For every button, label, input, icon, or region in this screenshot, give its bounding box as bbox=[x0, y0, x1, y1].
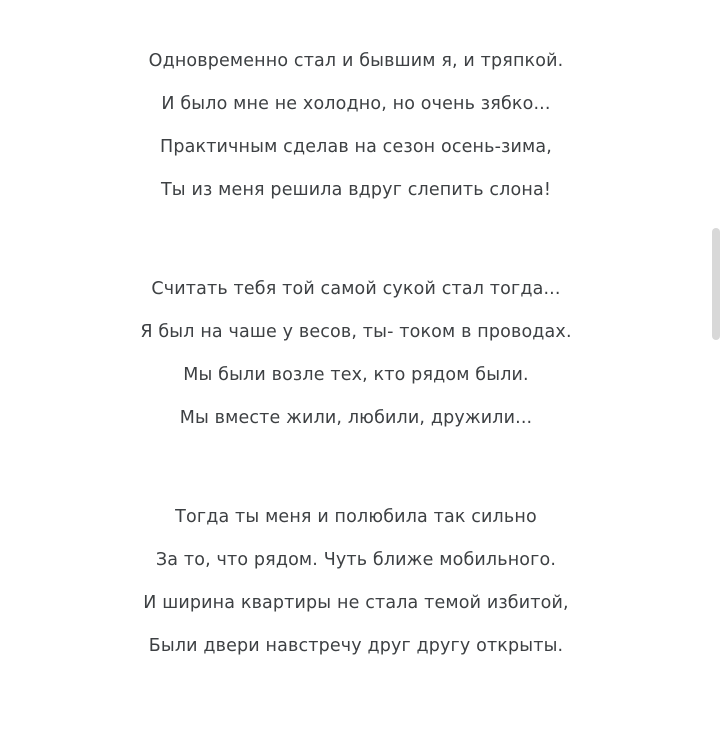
vertical-scrollbar[interactable] bbox=[712, 0, 720, 732]
stanza bbox=[24, 40, 688, 212]
scrollbar-thumb[interactable] bbox=[712, 228, 720, 340]
poem-line: Считать тебя той самой сукой стал тогда... bbox=[151, 279, 561, 299]
poem-line: Ты из меня решила вдруг слепить слона! bbox=[160, 180, 552, 200]
poem-line: Одновременно стал и бывшим я, и тряпкой. bbox=[148, 51, 564, 71]
poem-line: За то, что рядом. Чуть ближе мобильного. bbox=[155, 550, 557, 570]
poem-line: Практичным сделав на сезон осень-зима, bbox=[160, 137, 552, 157]
stanza bbox=[24, 496, 688, 668]
poem-line: И было мне не холодно, но очень зябко... bbox=[161, 94, 551, 114]
poem-line: Мы вместе жили, любили, дружили... bbox=[179, 408, 533, 428]
poem-line: Были двери навстречу друг другу открыты. bbox=[148, 636, 564, 656]
poem-line: И ширина квартиры не стала темой избитой, bbox=[143, 593, 569, 613]
poem-line: Мы были возле тех, кто рядом были. bbox=[183, 365, 529, 385]
poem-line: Тогда ты меня и полюбила так сильно bbox=[175, 507, 537, 527]
stanza bbox=[24, 268, 688, 440]
poem-line: Я был на чаше у весов, ты- током в проводах. bbox=[140, 322, 572, 342]
